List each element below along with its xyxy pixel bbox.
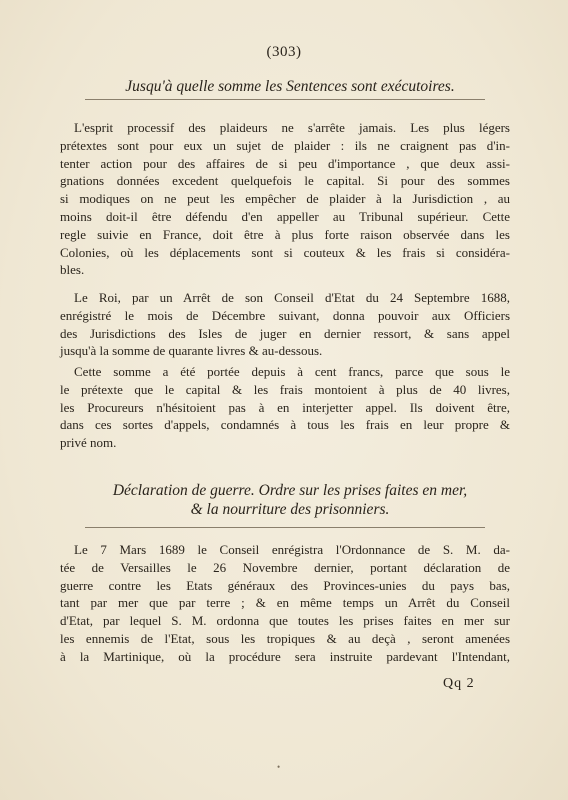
section-heading-sentences: Jusqu'à quelle somme les Sentences sont exécutoires. [125, 78, 455, 95]
text-line: Le 7 Mars 1689 le Conseil enrégistra l'Ordonnance de S. M. da- [74, 542, 510, 557]
text-line: d'Etat, par lequel S. M. ordonna que toutes les prises faites en mer sur [60, 613, 510, 629]
text-line: tée de Versailles le 26 Novembre dernier, portant déclaration de [60, 559, 510, 575]
text-line: privé nom. [60, 435, 117, 451]
signature-mark: Qq 2 [443, 676, 475, 691]
text-line: Colonies, où les déplacements sont si couteux & les frais si considéra- [60, 244, 510, 260]
text-line: jusqu'à la somme de quarante livres & au-dessous. [60, 343, 323, 359]
paragraph-1 [60, 119, 510, 279]
paragraph-2 [60, 289, 510, 360]
text-line: prétextes sont pour eux un sujet de plaider : ils ne craignent pas d'in- [60, 137, 510, 153]
text-line: si modiques on ne peut les empêcher de plaider à la Jurisdiction , au [60, 191, 510, 207]
text-line: dans ces sortes d'appels, condamnés à tous les frais en leur propre & [60, 417, 510, 433]
text-line: moins doit-il être défendu d'en appeller au Tribunal supérieur. Cette [60, 208, 510, 224]
text-line: L'esprit processif des plaideurs ne s'arrête jamais. Les plus légers [74, 120, 510, 135]
text-line: à la Martinique, où la procédure sera instruite pardevant l'Intendant, [60, 648, 510, 664]
text-line: les ennemis de l'Etat, sous les tropiques & au deçà , seront amenées [60, 630, 510, 646]
text-line: gnations données excedent quelquefois le capital. Si pour des sommes [60, 173, 510, 189]
paragraph-3 [60, 363, 510, 452]
text-line: Cette somme a été portée depuis à cent francs, parce que sous le [74, 364, 510, 379]
text-line: enrégistré le mois de Décembre suivant, donna pouvoir aux Officiers [60, 307, 510, 323]
text-line: Le Roi, par un Arrêt de son Conseil d'Etat du 24 Septembre 1688, [74, 290, 510, 305]
page-number: (303) [266, 44, 302, 60]
section-divider [85, 99, 485, 100]
section-divider [85, 527, 485, 528]
text-line: tant par mer que par terre ; & en même temps un Arrêt du Conseil [60, 595, 510, 611]
section-heading-war-declaration [60, 481, 520, 519]
text-line: regle suivie en France, doit être à plus forte raison observée dans les [60, 226, 510, 242]
decorative-dot-icon: • [277, 762, 281, 772]
text-line: bles. [60, 262, 85, 278]
heading-line: Déclaration de guerre. Ordre sur les prises faites en mer, [112, 482, 468, 499]
text-line: des Jurisdictions des Isles de juger en dernier ressort, & sans appel [60, 325, 510, 341]
text-line: le prétexte que le capital & les frais montoient à plus de 40 livres, [60, 381, 510, 397]
text-line: les Procureurs n'hésitoient pas à en interjetter appel. Ils doivent être, [60, 399, 510, 415]
text-line: guerre contre les Etats généraux des Provinces-unies du pays bas, [60, 577, 510, 593]
text-line: tenter action pour des affaires de si peu d'importance , que deux assi- [60, 155, 510, 171]
heading-line: & la nourriture des prisonniers. [190, 501, 390, 518]
paragraph-4 [60, 541, 510, 666]
